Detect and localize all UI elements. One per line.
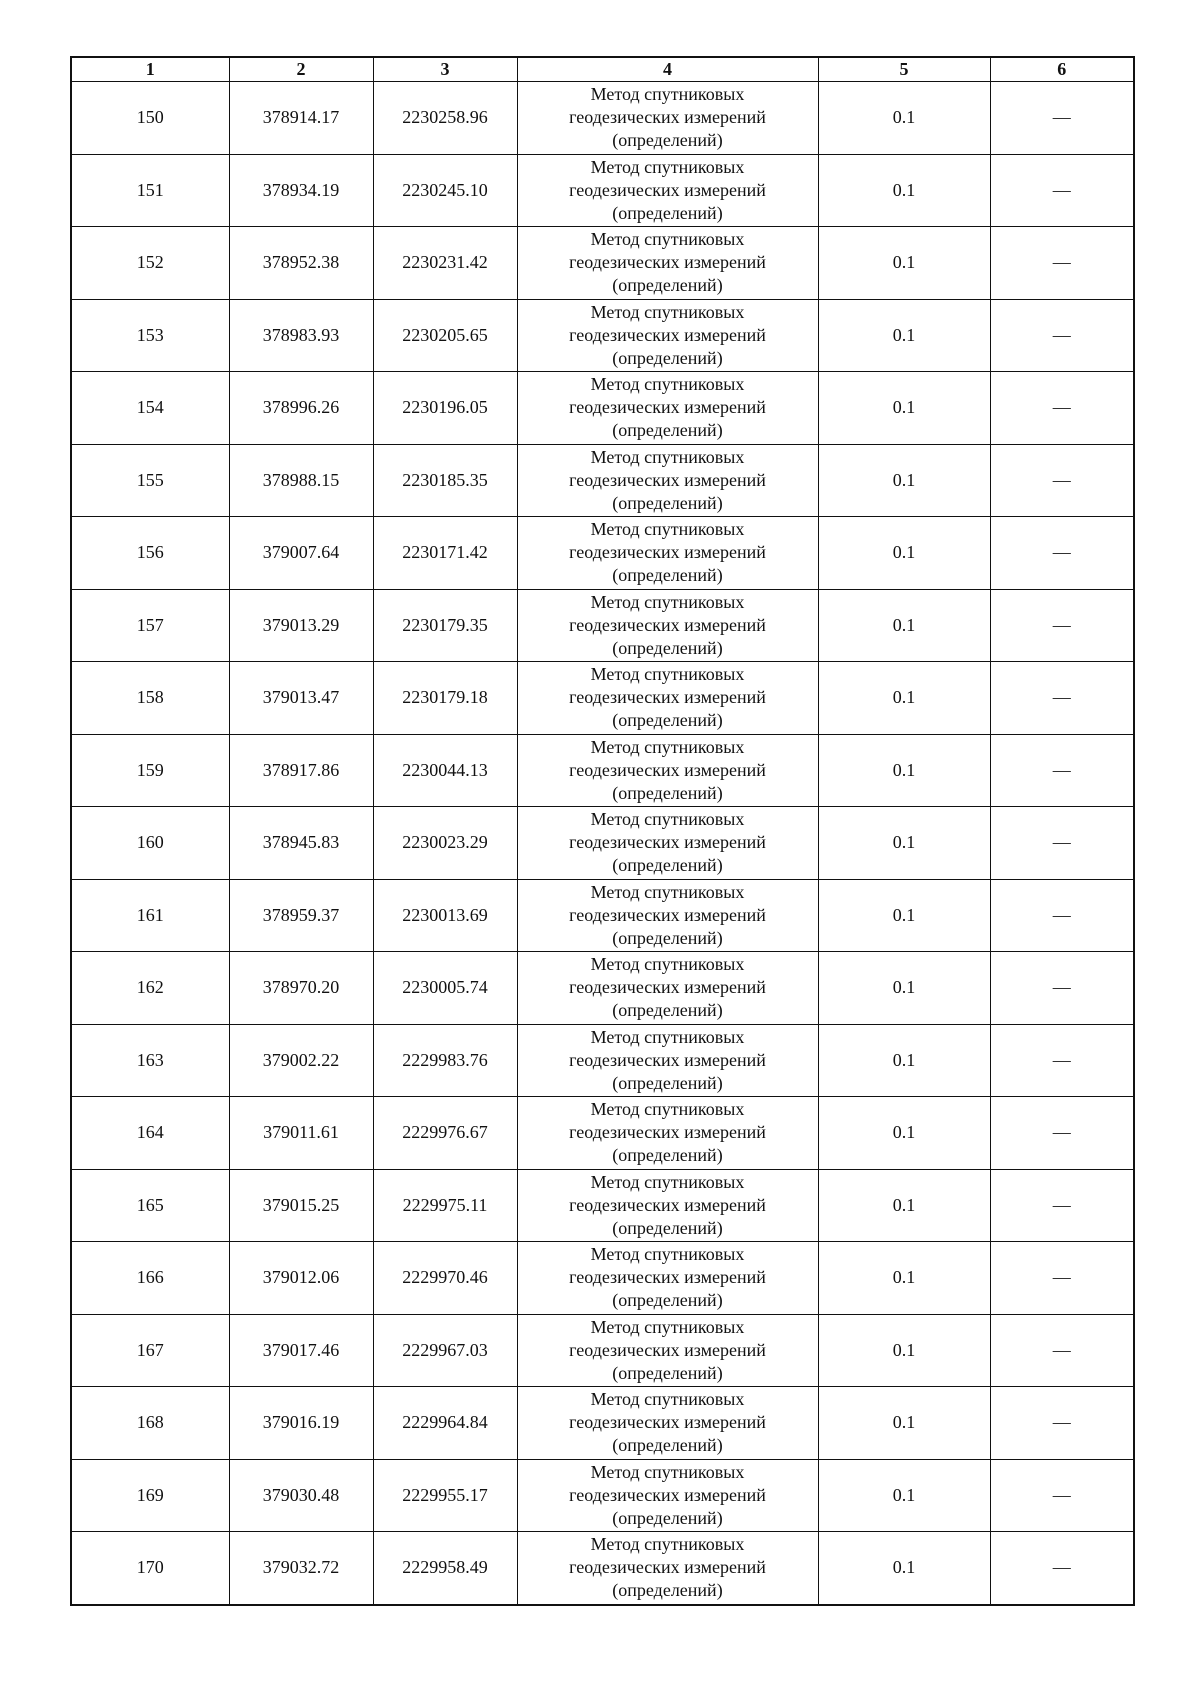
coord-y-cell: 2229975.11 <box>373 1169 517 1242</box>
coord-y-cell: 2230245.10 <box>373 154 517 227</box>
table-row <box>71 299 1134 372</box>
point-number-cell: 168 <box>71 1387 229 1460</box>
coord-x-cell: 379002.22 <box>229 1024 373 1097</box>
method-text: Метод спутниковых геодезических измерений (определений) <box>569 881 766 948</box>
coord-y-cell: 2229955.17 <box>373 1459 517 1532</box>
coord-x-cell: 378988.15 <box>229 444 373 517</box>
header-col-5: 5 <box>818 57 990 82</box>
table-row <box>71 517 1134 590</box>
accuracy-cell: 0.1 <box>818 879 990 952</box>
table-row <box>71 734 1134 807</box>
coord-y-cell: 2230179.35 <box>373 589 517 662</box>
accuracy-cell: 0.1 <box>818 227 990 300</box>
accuracy-cell: 0.1 <box>818 1314 990 1387</box>
note-cell: — <box>990 1024 1134 1097</box>
coord-y-cell: 2230044.13 <box>373 734 517 807</box>
note-cell: — <box>990 807 1134 880</box>
point-number-cell: 151 <box>71 154 229 227</box>
method-cell <box>517 82 818 155</box>
point-number-cell: 160 <box>71 807 229 880</box>
coord-x-cell: 378917.86 <box>229 734 373 807</box>
method-cell <box>517 444 818 517</box>
method-text: Метод спутниковых геодезических измерений (определений) <box>569 1534 766 1601</box>
table-row <box>71 589 1134 662</box>
method-cell <box>517 299 818 372</box>
table-row <box>71 1169 1134 1242</box>
coord-y-cell: 2230179.18 <box>373 662 517 735</box>
header-row <box>71 57 1134 82</box>
coord-x-cell: 378914.17 <box>229 82 373 155</box>
accuracy-cell: 0.1 <box>818 444 990 517</box>
coord-y-cell: 2230023.29 <box>373 807 517 880</box>
method-cell <box>517 879 818 952</box>
note-cell: — <box>990 1459 1134 1532</box>
accuracy-cell: 0.1 <box>818 1387 990 1460</box>
coord-y-cell: 2230196.05 <box>373 372 517 445</box>
coord-x-cell: 378952.38 <box>229 227 373 300</box>
coord-y-cell: 2229976.67 <box>373 1097 517 1170</box>
note-cell: — <box>990 1532 1134 1605</box>
method-text: Метод спутниковых геодезических измерений (определений) <box>569 301 766 368</box>
note-cell: — <box>990 227 1134 300</box>
method-text: Метод спутниковых геодезических измерений (определений) <box>569 1389 766 1456</box>
coord-y-cell: 2230171.42 <box>373 517 517 590</box>
note-cell: — <box>990 1314 1134 1387</box>
point-number-cell: 161 <box>71 879 229 952</box>
accuracy-cell: 0.1 <box>818 154 990 227</box>
method-text: Метод спутниковых геодезических измерений (определений) <box>569 84 766 151</box>
coord-y-cell: 2230258.96 <box>373 82 517 155</box>
method-cell <box>517 372 818 445</box>
table-row <box>71 154 1134 227</box>
accuracy-cell: 0.1 <box>818 372 990 445</box>
note-cell: — <box>990 734 1134 807</box>
table-row <box>71 82 1134 155</box>
method-text: Метод спутниковых геодезических измерений (определений) <box>569 736 766 803</box>
table-row <box>71 662 1134 735</box>
coord-x-cell: 379013.29 <box>229 589 373 662</box>
note-cell: — <box>990 879 1134 952</box>
point-number-cell: 153 <box>71 299 229 372</box>
method-text: Метод спутниковых геодезических измерений (определений) <box>569 1171 766 1238</box>
method-text: Метод спутниковых геодезических измерений (определений) <box>569 1099 766 1166</box>
table-body <box>71 82 1134 1605</box>
note-cell: — <box>990 82 1134 155</box>
table-row <box>71 1242 1134 1315</box>
document-page <box>70 56 1133 1606</box>
method-text: Метод спутниковых геодезических измерений (определений) <box>569 229 766 296</box>
coord-x-cell: 379032.72 <box>229 1532 373 1605</box>
table-row <box>71 1532 1134 1605</box>
method-cell <box>517 154 818 227</box>
method-text: Метод спутниковых геодезических измерений (определений) <box>569 1026 766 1093</box>
coord-y-cell: 2230013.69 <box>373 879 517 952</box>
accuracy-cell: 0.1 <box>818 1024 990 1097</box>
coord-x-cell: 378983.93 <box>229 299 373 372</box>
accuracy-cell: 0.1 <box>818 952 990 1025</box>
point-number-cell: 167 <box>71 1314 229 1387</box>
method-cell <box>517 227 818 300</box>
method-text: Метод спутниковых геодезических измерений (определений) <box>569 1316 766 1383</box>
table-row <box>71 879 1134 952</box>
accuracy-cell: 0.1 <box>818 82 990 155</box>
table-row <box>71 1314 1134 1387</box>
coord-y-cell: 2230205.65 <box>373 299 517 372</box>
method-cell <box>517 1387 818 1460</box>
table-row <box>71 1387 1134 1460</box>
method-text: Метод спутниковых геодезических измерений (определений) <box>569 519 766 586</box>
method-cell <box>517 734 818 807</box>
method-cell <box>517 952 818 1025</box>
table-row <box>71 444 1134 517</box>
coord-x-cell: 379017.46 <box>229 1314 373 1387</box>
table-row <box>71 1024 1134 1097</box>
coord-x-cell: 378996.26 <box>229 372 373 445</box>
method-text: Метод спутниковых геодезических измерений (определений) <box>569 809 766 876</box>
method-cell <box>517 1242 818 1315</box>
note-cell: — <box>990 299 1134 372</box>
table-row <box>71 807 1134 880</box>
method-text: Метод спутниковых геодезических измерений (определений) <box>569 374 766 441</box>
note-cell: — <box>990 589 1134 662</box>
note-cell: — <box>990 662 1134 735</box>
note-cell: — <box>990 1242 1134 1315</box>
note-cell: — <box>990 372 1134 445</box>
point-number-cell: 165 <box>71 1169 229 1242</box>
method-text: Метод спутниковых геодезических измерений (определений) <box>569 591 766 658</box>
point-number-cell: 152 <box>71 227 229 300</box>
accuracy-cell: 0.1 <box>818 1097 990 1170</box>
accuracy-cell: 0.1 <box>818 1169 990 1242</box>
coord-x-cell: 379007.64 <box>229 517 373 590</box>
method-cell <box>517 1024 818 1097</box>
accuracy-cell: 0.1 <box>818 1459 990 1532</box>
method-cell <box>517 662 818 735</box>
accuracy-cell: 0.1 <box>818 517 990 590</box>
method-cell <box>517 1097 818 1170</box>
method-cell <box>517 807 818 880</box>
note-cell: — <box>990 154 1134 227</box>
header-col-1: 1 <box>71 57 229 82</box>
coord-y-cell: 2230005.74 <box>373 952 517 1025</box>
table-row <box>71 952 1134 1025</box>
table-row <box>71 1097 1134 1170</box>
coord-x-cell: 379030.48 <box>229 1459 373 1532</box>
accuracy-cell: 0.1 <box>818 589 990 662</box>
coord-y-cell: 2230231.42 <box>373 227 517 300</box>
note-cell: — <box>990 1169 1134 1242</box>
point-number-cell: 169 <box>71 1459 229 1532</box>
note-cell: — <box>990 444 1134 517</box>
coord-x-cell: 379013.47 <box>229 662 373 735</box>
accuracy-cell: 0.1 <box>818 299 990 372</box>
coord-y-cell: 2229958.49 <box>373 1532 517 1605</box>
table-header <box>71 57 1134 82</box>
accuracy-cell: 0.1 <box>818 807 990 880</box>
point-number-cell: 170 <box>71 1532 229 1605</box>
point-number-cell: 158 <box>71 662 229 735</box>
accuracy-cell: 0.1 <box>818 1242 990 1315</box>
coord-x-cell: 378934.19 <box>229 154 373 227</box>
header-col-3: 3 <box>373 57 517 82</box>
point-number-cell: 162 <box>71 952 229 1025</box>
coord-x-cell: 379012.06 <box>229 1242 373 1315</box>
header-col-2: 2 <box>229 57 373 82</box>
point-number-cell: 155 <box>71 444 229 517</box>
method-text: Метод спутниковых геодезических измерений (определений) <box>569 1461 766 1528</box>
method-text: Метод спутниковых геодезических измерений (определений) <box>569 1244 766 1311</box>
method-cell <box>517 589 818 662</box>
method-cell <box>517 1314 818 1387</box>
point-number-cell: 164 <box>71 1097 229 1170</box>
header-col-6: 6 <box>990 57 1134 82</box>
coord-x-cell: 378970.20 <box>229 952 373 1025</box>
note-cell: — <box>990 1387 1134 1460</box>
coord-y-cell: 2229983.76 <box>373 1024 517 1097</box>
coord-x-cell: 378959.37 <box>229 879 373 952</box>
coord-x-cell: 378945.83 <box>229 807 373 880</box>
method-text: Метод спутниковых геодезических измерений (определений) <box>569 156 766 223</box>
note-cell: — <box>990 517 1134 590</box>
method-text: Метод спутниковых геодезических измерений (определений) <box>569 954 766 1021</box>
method-cell <box>517 1169 818 1242</box>
point-number-cell: 157 <box>71 589 229 662</box>
method-text: Метод спутниковых геодезических измерений (определений) <box>569 664 766 731</box>
point-number-cell: 150 <box>71 82 229 155</box>
accuracy-cell: 0.1 <box>818 1532 990 1605</box>
point-number-cell: 154 <box>71 372 229 445</box>
point-number-cell: 163 <box>71 1024 229 1097</box>
point-number-cell: 159 <box>71 734 229 807</box>
note-cell: — <box>990 952 1134 1025</box>
coord-y-cell: 2229964.84 <box>373 1387 517 1460</box>
point-number-cell: 166 <box>71 1242 229 1315</box>
method-cell <box>517 517 818 590</box>
table-row <box>71 372 1134 445</box>
accuracy-cell: 0.1 <box>818 662 990 735</box>
coord-y-cell: 2229970.46 <box>373 1242 517 1315</box>
table-row <box>71 1459 1134 1532</box>
header-col-4: 4 <box>517 57 818 82</box>
method-cell <box>517 1459 818 1532</box>
coord-y-cell: 2229967.03 <box>373 1314 517 1387</box>
accuracy-cell: 0.1 <box>818 734 990 807</box>
method-cell <box>517 1532 818 1605</box>
method-text: Метод спутниковых геодезических измерений (определений) <box>569 446 766 513</box>
point-number-cell: 156 <box>71 517 229 590</box>
coord-x-cell: 379016.19 <box>229 1387 373 1460</box>
coord-x-cell: 379015.25 <box>229 1169 373 1242</box>
coord-y-cell: 2230185.35 <box>373 444 517 517</box>
coord-x-cell: 379011.61 <box>229 1097 373 1170</box>
note-cell: — <box>990 1097 1134 1170</box>
table-row <box>71 227 1134 300</box>
coordinates-table <box>70 56 1135 1606</box>
